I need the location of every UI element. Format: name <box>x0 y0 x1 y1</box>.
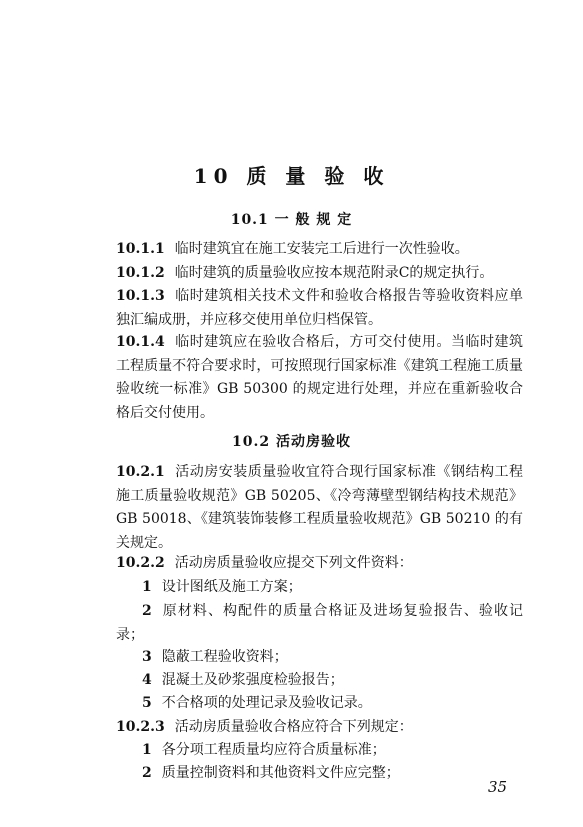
clause-10-1-3 <box>116 285 523 332</box>
item-number: 5 <box>142 695 152 711</box>
item-text: 隐蔽工程验收资料； <box>161 649 288 665</box>
item-number: 2 <box>142 603 152 619</box>
section-heading-10-1: 10.1 一 般 规 定 <box>230 212 353 228</box>
clause-number: 10.1.4 <box>116 334 165 350</box>
list-item-10-2-3-2 <box>116 762 523 786</box>
list-item-10-2-2-5 <box>116 692 523 716</box>
item-number: 2 <box>142 765 152 781</box>
clause-number: 10.1.3 <box>116 288 165 304</box>
clause-text: 临时建筑应在验收合格后，方可交付使用。当临时建筑工程质量不符合要求时，可按照现行国家标准《建筑工程施工质量验收统一标准》GB 50300 的规定进行处理，并应在重新验收合格后交付使用。 <box>116 334 523 421</box>
item-number: 3 <box>142 649 152 665</box>
list-item-10-2-2-3 <box>116 646 523 670</box>
list-item-10-2-2-4 <box>116 669 523 693</box>
clause-10-2-1 <box>116 461 523 555</box>
item-text: 不合格项的处理记录及验收记录。 <box>161 695 372 711</box>
item-text: 原材料、构配件的质量合格证及进场复验报告、验收记录； <box>116 603 523 643</box>
list-item-10-2-2-2 <box>116 600 523 647</box>
clause-text: 临时建筑相关技术文件和验收合格报告等验收资料应单独汇编成册，并应移交使用单位归档保管。 <box>116 288 523 328</box>
clause-number: 10.2.3 <box>116 719 165 735</box>
page-number: 35 <box>488 778 508 796</box>
section-heading-10-2: 10.2 活动房验收 <box>232 434 351 450</box>
clause-10-2-3 <box>116 716 523 740</box>
clause-text: 活动房质量验收应提交下列文件资料： <box>174 555 413 571</box>
item-number: 4 <box>142 672 152 688</box>
clause-number: 10.1.1 <box>116 241 165 257</box>
clause-number: 10.1.2 <box>116 265 165 281</box>
chapter-title: 10 质 量 验 收 <box>193 164 390 188</box>
clause-text: 临时建筑宜在施工安装完工后进行一次性验收。 <box>174 241 469 257</box>
clause-10-1-4 <box>116 331 523 425</box>
item-text: 混凝土及砂浆强度检验报告； <box>161 672 344 688</box>
item-text: 质量控制资料和其他资料文件应完整； <box>161 765 400 781</box>
item-number: 1 <box>142 579 152 595</box>
item-text: 设计图纸及施工方案； <box>161 579 302 595</box>
item-number: 1 <box>142 742 152 758</box>
clause-10-1-2 <box>116 262 523 286</box>
clause-text: 活动房质量验收合格应符合下列规定： <box>174 719 413 735</box>
clause-number: 10.2.1 <box>116 464 165 480</box>
clause-number: 10.2.2 <box>116 555 165 571</box>
list-item-10-2-3-1 <box>116 739 523 763</box>
list-item-10-2-2-1 <box>116 576 523 600</box>
clause-text: 活动房安装质量验收宜符合现行国家标准《钢结构工程施工质量验收规范》GB 50205、《冷弯薄壁型钢结构技术规范》GB 50018、《建筑装饰装修工程质量验收规范》GB 50210 的有关规定。 <box>116 464 523 551</box>
clause-10-1-1 <box>116 238 523 262</box>
item-text: 各分项工程质量均应符合质量标准； <box>161 742 386 758</box>
clause-text: 临时建筑的质量验收应按本规范附录C的规定执行。 <box>174 265 494 281</box>
clause-10-2-2 <box>116 552 523 576</box>
